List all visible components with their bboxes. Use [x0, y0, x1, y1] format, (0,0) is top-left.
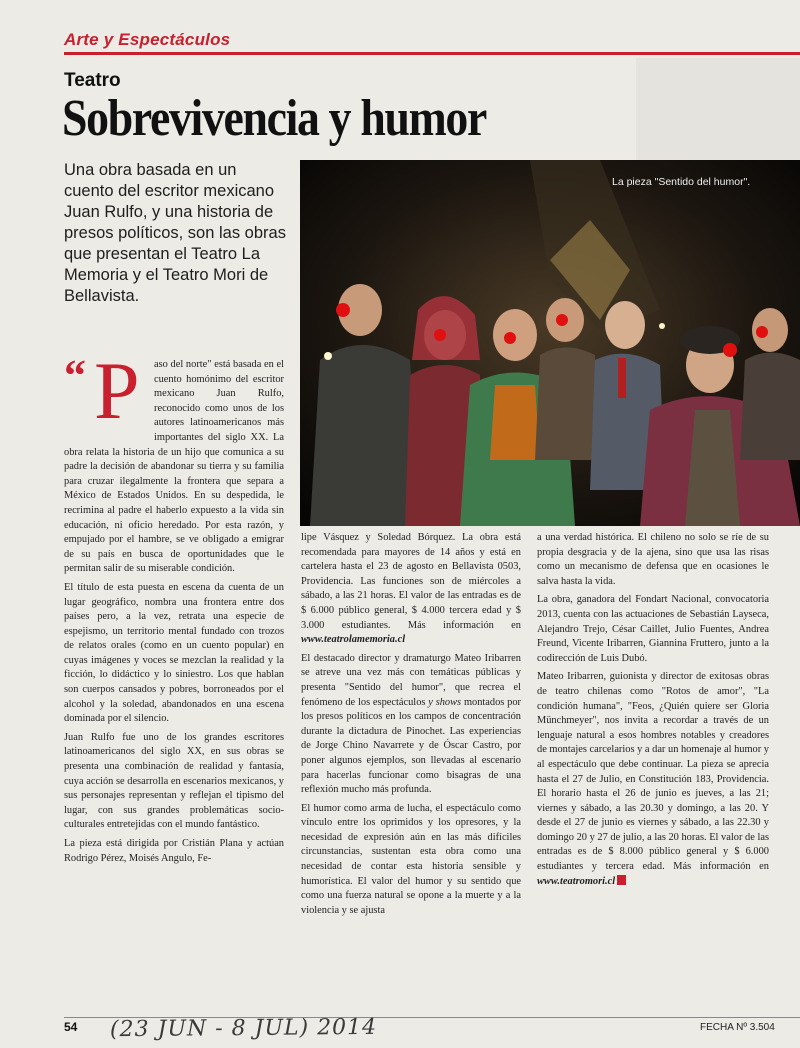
section-rule — [64, 52, 800, 55]
paragraph — [301, 652, 521, 798]
adjacent-page-bleed — [636, 58, 800, 162]
paragraph — [537, 670, 769, 889]
paragraph-text: montados por los presos políticos en los campos de concentración durante la dictadura de Pinochet. Las experiencias de Jorge Chino Navarrete y de Óscar Castro, por poner algunos ejemplos, son llevadas al escenario para hacerlas funcionar como bisagras de una reflexión mucho más profunda. — [301, 696, 522, 796]
opening-quote-mark: “ — [64, 351, 86, 400]
paragraph-text: El destacado director y dramaturgo Mateo Iribarren se atreve una vez más con temáticas públicas y presenta "Sentido del humor", que recrea el fenómeno de los espectáculos — [301, 652, 521, 708]
paragraph-text: aso del norte" está basada en el cuento homónimo del escritor mexicano Juan Rulfo, reconocido como unos de los autores latinoamericanos más importantes del siglo XX. La obra relata la historia de un hijo que comunica a su padre la decisión de abandonar su tierra y su familia para cruzar ilegalmente la frontera que separa a México de Estados Unidos. En su despedida, le recrimina al padre el haberlo expuesto a la vida sin educación, ni oficio heredado. Por esta razón, y empujado por el hambre, se ve obligado a emigrar de su país en busca de oportunidades que le permitan salir de su miserable condición. — [64, 359, 284, 575]
handwritten-date-note: (23 JUN - 8 JUL) 2014 — [109, 1014, 378, 1043]
stage-photo — [300, 160, 800, 526]
article-column-2 — [301, 531, 521, 922]
paragraph — [64, 345, 284, 577]
article-deck: Una obra basada en un cuento del escritor mexicano Juan Rulfo, y una historia de presos políticos, son las obras que presentan el Teatro La Memoria y el Teatro Mori de Bellavista. — [64, 161, 286, 305]
end-of-article-mark — [617, 875, 626, 885]
emphasis-text: y shows — [428, 696, 462, 708]
theater-website-link[interactable]: www.teatrolamemoria.cl — [301, 634, 406, 646]
article-headline: Sobrevivencia y humor — [62, 90, 486, 147]
paragraph: La obra, ganadora del Fondart Nacional, convocatoria 2013, cuenta con las actuaciones de Sebastián Layseca, Alejandro Trejo, César Caillet, Julio Fuentes, Andrea Freund, Vicente Iribarren, Giannina Fruttero, junto a la codirección de Luis Dubó. — [537, 594, 769, 664]
paragraph: Juan Rulfo fue uno de los grandes escritores latinoamericanos del siglo XX, en sus obras se presenta una combinación de realidad y fantasía, cuya acción se desarrolla en escenarios mexicanos, y sus personajes representan y reflejan el tipismo del lugar, con sus grandes problemáticas socio-culturales entretejidas con el mundo fantástico. — [64, 731, 284, 831]
article-kicker: Teatro — [64, 70, 121, 91]
photo-caption: La pieza "Sentido del humor". — [612, 176, 751, 188]
page-number: 54 — [64, 1020, 78, 1034]
article-column-1 — [64, 345, 284, 870]
dropcap — [64, 345, 148, 436]
paragraph: El título de esta puesta en escena da cuenta de un lugar geográfico, nombra una frontera entre dos países pero, a la vez, retrata una especie de espejismo, un territorio mental fundado con trozos de relatos orales (como en un cuento popular) en cuyas imágenes y voces se mezclan la realidad y la ficción, lo didáctico y lo siniestro. Los que hablan son cuerpos cansados y pobres, borroneados por el alcohol y la soledad, abandonados en una escena dominada por el silencio. — [64, 581, 284, 725]
paragraph-text: lipe Vásquez y Soledad Bórquez. La obra está recomendada para mayores de 14 años y está en cartelera hasta el 23 de agosto en Bellavista 0503, Providencia. Las funciones son de miércoles a sábado, a las 21 horas. El valor de las entradas es de $ 6.000 público general, $ 4.000 tercera edad y $ 3.000 estudiantes. Más información en — [301, 532, 521, 631]
paragraph-text: Mateo Iribarren, guionista y director de exitosas obras de teatro chilenas como "Rotos de amor", "La condición humana", "Feos, ¿Quién quiere ser Gloria Münchmeyer", nos invita a recordar a través de un lenguaje natural a esos hombres notables y creadores de montajes carcelarios y a dar un homenaje al humor y al espectáculo que debe continuar. La pieza se aprecia hasta el 27 de Julio, en Constitución 183, Providencia. El horario hasta el 26 de junio es jueves, a las 21; viernes y sábado, a las 20.30 y domingo, a las 20. Y desde el 27 de junio es viernes y sábado, a las 22.30 y domingo 20 y 27 de julio, a las 20 horas. El valor de las entradas es de $ 8.000 público general y $ 6.000 estudiantes y tercera edad. Más información en — [537, 671, 769, 873]
paragraph: La pieza está dirigida por Cristián Plana y actúan Rodrigo Pérez, Moisés Angulo, Fe- — [64, 838, 284, 864]
theater-website-link[interactable]: www.teatromori.cl — [537, 875, 616, 887]
publication-issue: FECHA Nº 3.504 — [700, 1022, 775, 1033]
paragraph — [301, 531, 521, 648]
dropcap-letter: P — [94, 345, 140, 436]
paragraph: a una verdad histórica. El chileno no solo se ríe de su propia desgracia y de la ajena, sino que usa las risas como un mecanismo de defensa que en ocasiones le salva hasta la vida. — [537, 532, 769, 587]
paragraph: El humor como arma de lucha, el espectáculo como vínculo entre los oprimidos y los opresores, y la necesidad de expresión aún en las más difíciles circunstancias, sustentan esta obra como una necesidad de contar esta historia sensible y humorística. El valor del humor y su sentido que como una fuerza natural se opone a la muerte y a la violencia y se ajusta — [301, 802, 521, 916]
section-label: Arte y Espectáculos — [64, 30, 231, 49]
article-column-3 — [537, 531, 769, 893]
